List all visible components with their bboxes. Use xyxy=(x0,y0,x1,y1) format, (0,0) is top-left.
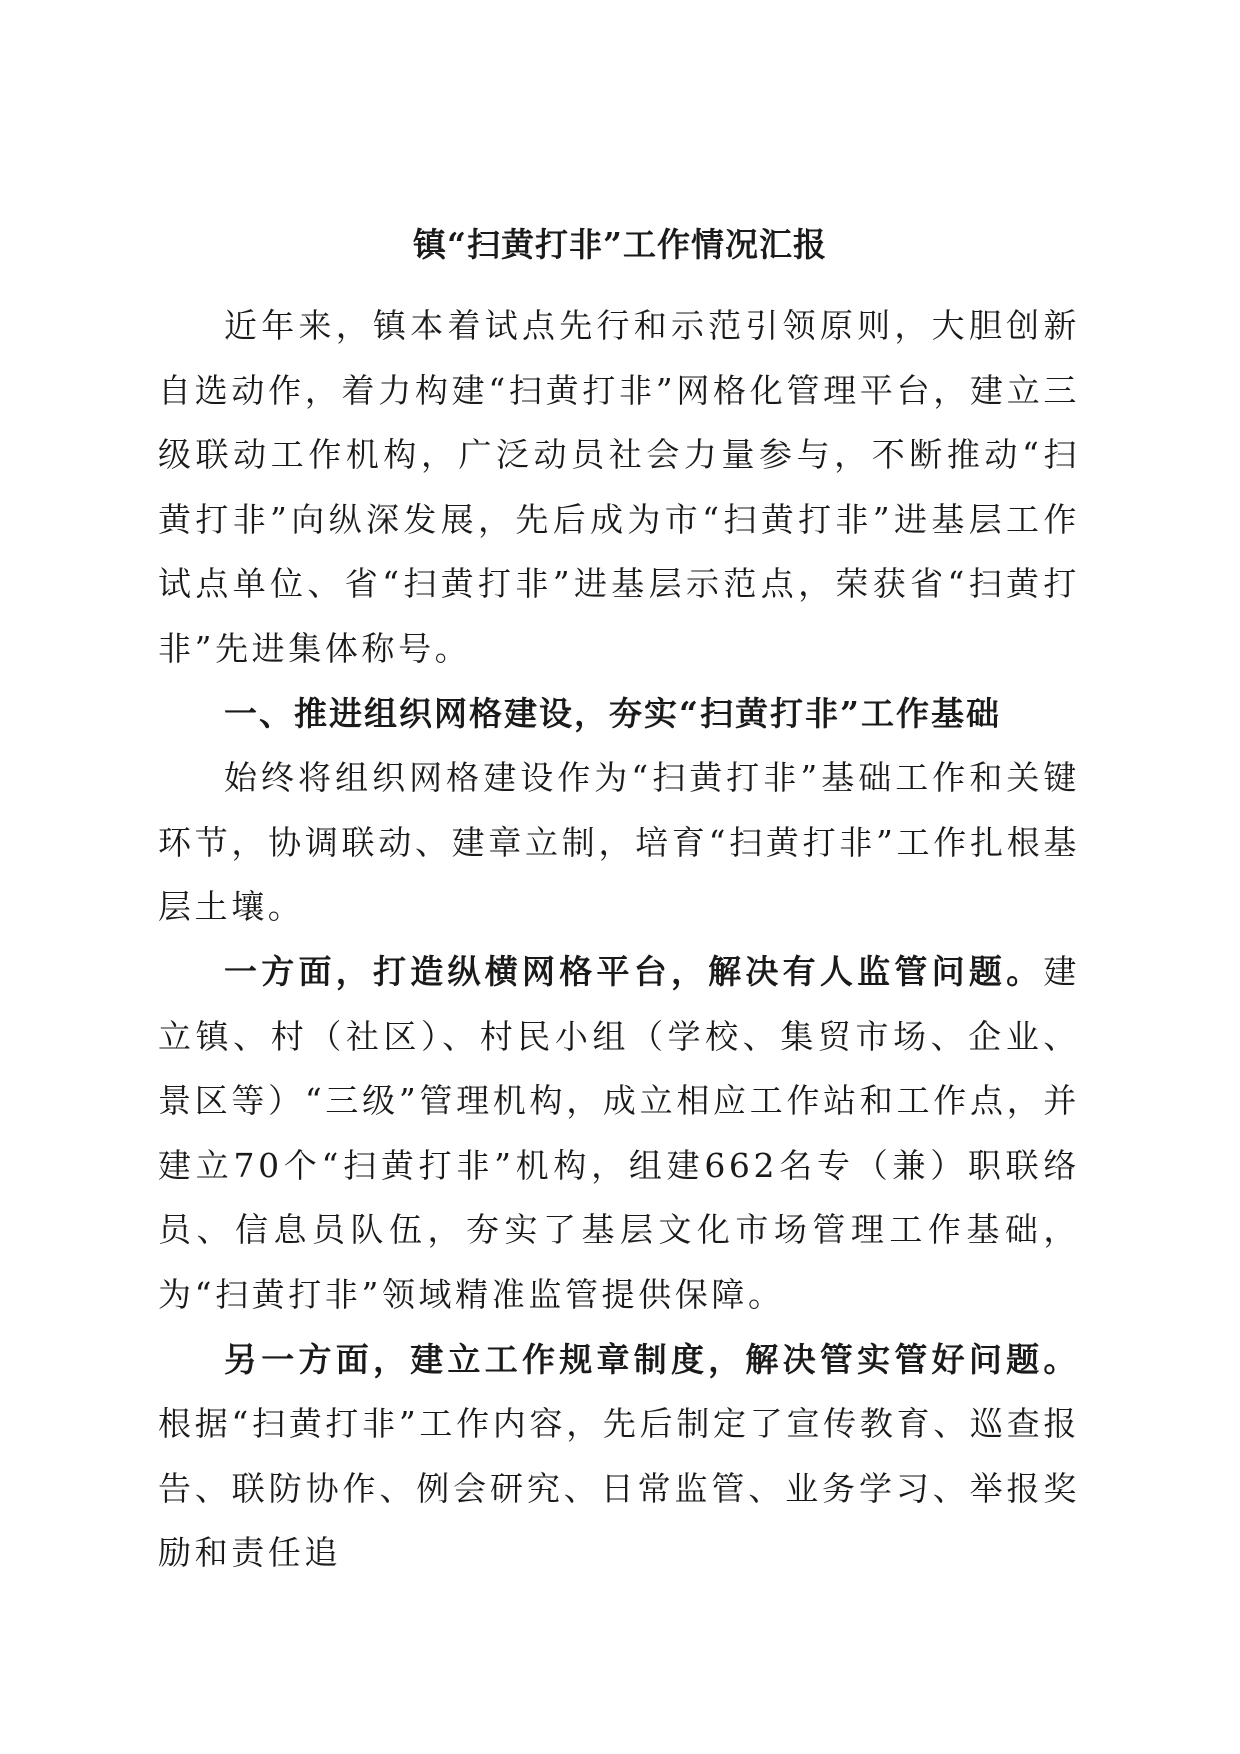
point-one-paragraph xyxy=(158,940,1080,1328)
document-title: 镇“扫黄打非”工作情况汇报 xyxy=(413,225,827,264)
point-two-text: 根据“扫黄打非”工作内容，先后制定了宣传教育、巡查报告、联防协作、例会研究、日常监管、业务学习、举报奖励和责任追 xyxy=(158,1404,1080,1573)
intro-paragraph: 近年来，镇本着试点先行和示范引领原则，大胆创新自选动作，着力构建“扫黄打非”网格化管理平台，建立三级联动工作机构，广泛动员社会力量参与，不断推动“扫黄打非”向纵深发展，先后成为市“扫黄打非”进基层工作试点单位、省“扫黄打非”进基层示范点，荣获省“扫黄打非”先进集体称号。 xyxy=(158,306,1080,668)
point-two-paragraph xyxy=(158,1328,1080,1586)
section-summary-paragraph: 始终将组织网格建设作为“扫黄打非”基础工作和关键环节，协调联动、建章立制，培育“扫黄打非”工作扎根基层土壤。 xyxy=(158,758,1080,927)
document-body xyxy=(158,294,1080,1586)
point-one-text: 建立镇、村（社区）、村民小组（学校、集贸市场、企业、景区等）“三级”管理机构，成立相应工作站和工作点，并建立70个“扫黄打非”机构，组建662名专（兼）职联络员、信息员队伍，夯实了基层文化市场管理工作基础，为“扫黄打非”领域精准监管提供保障。 xyxy=(158,951,1080,1314)
point-two-lead: 另一方面，建立工作规章制度，解决管实管好问题。 xyxy=(224,1339,1080,1379)
point-one-lead: 一方面，打造纵横网格平台，解决有人监管问题。 xyxy=(224,951,1044,991)
section-heading: 一、推进组织网格建设，夯实“扫黄打非”工作基础 xyxy=(224,693,1001,733)
